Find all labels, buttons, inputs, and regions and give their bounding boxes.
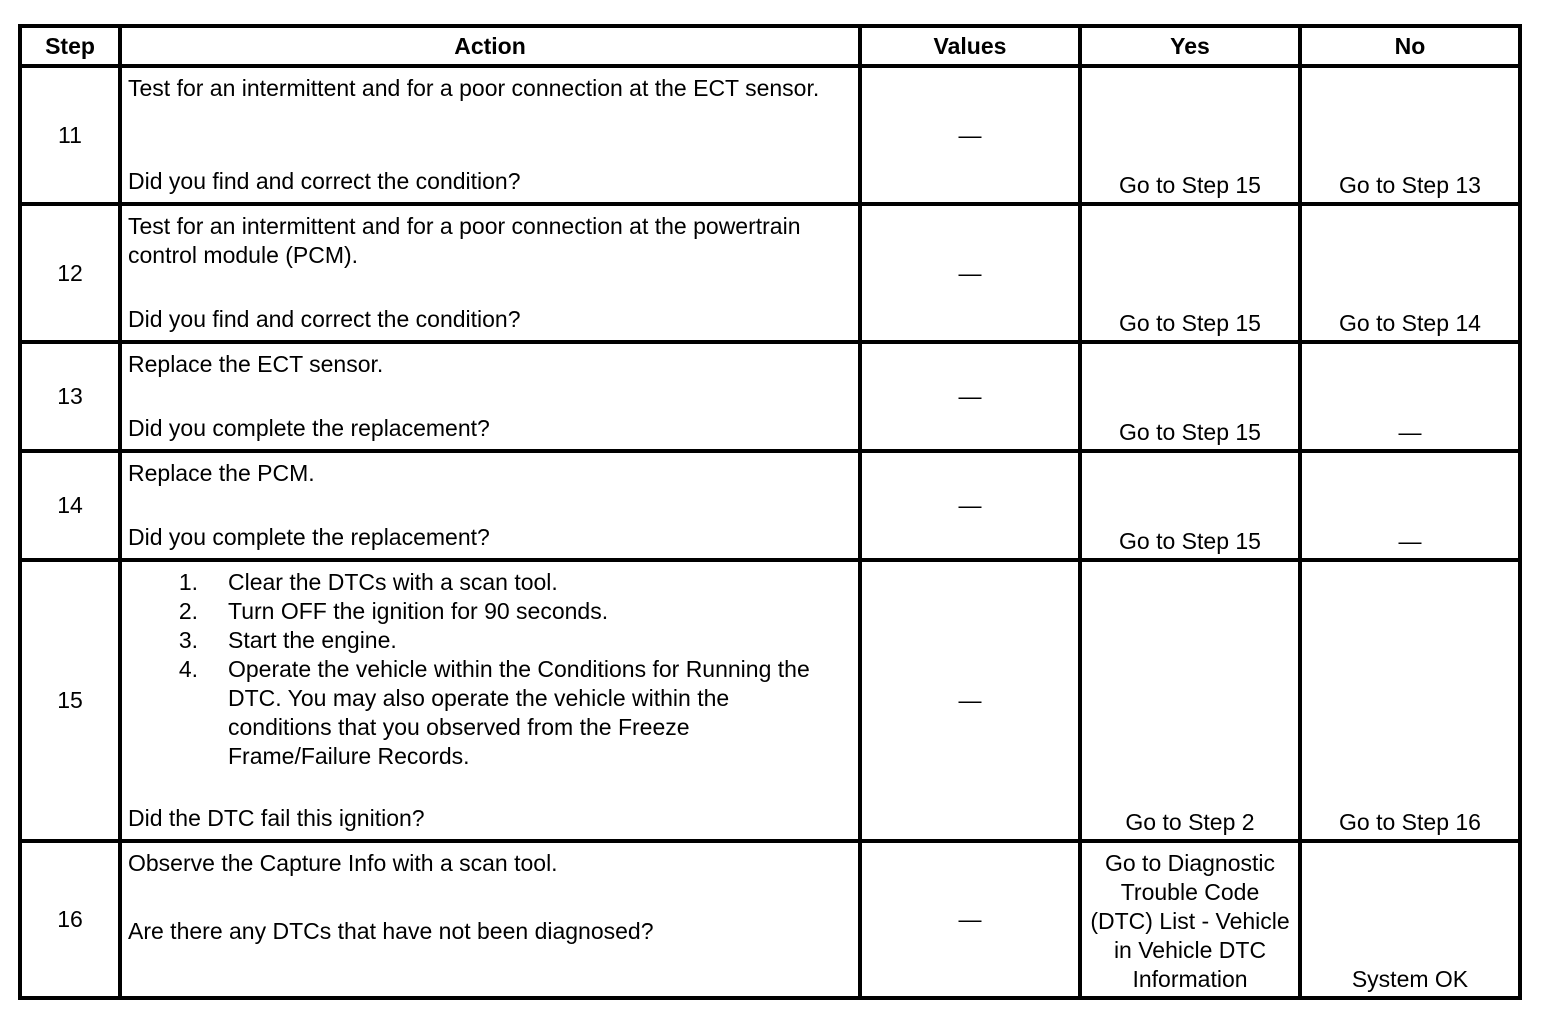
- action-question: Did you complete the replacement?: [128, 415, 490, 441]
- action-text: Replace the PCM.: [128, 460, 315, 486]
- step-number: 13: [20, 342, 120, 451]
- list-item-text: Operate the vehicle within the Conditions for Running the DTC. You may also operate the vehicle within the conditions that you observed from the Freeze Frame/Failure Records.: [228, 656, 810, 769]
- no-cell: [1300, 841, 1520, 998]
- list-item-text: Start the engine.: [228, 627, 397, 653]
- step-number: 15: [20, 560, 120, 841]
- no-cell: [1300, 342, 1520, 451]
- list-item-number: 2.: [178, 598, 198, 624]
- no-cell: [1300, 204, 1520, 342]
- yes-link: Go to Step 15: [1119, 528, 1261, 554]
- yes-link: Go to Diagnostic Trouble Code (DTC) List - Vehicle in Vehicle DTC Information: [1090, 850, 1290, 992]
- no-cell: [1300, 560, 1520, 841]
- action-cell: [120, 342, 860, 451]
- header-no: No: [1300, 26, 1520, 66]
- table-row: [20, 66, 1520, 204]
- action-text: Observe the Capture Info with a scan tool.: [128, 850, 558, 876]
- action-question: Did you find and correct the condition?: [128, 306, 521, 332]
- yes-cell: [1080, 66, 1300, 204]
- action-question: Did you complete the replacement?: [128, 524, 490, 550]
- action-text: Replace the ECT sensor.: [128, 351, 384, 377]
- no-link: Go to Step 16: [1339, 809, 1481, 835]
- diagnostic-table: [18, 24, 1522, 1000]
- list-item: [128, 626, 858, 655]
- action-question: Did you find and correct the condition?: [128, 168, 521, 194]
- header-step: Step: [20, 26, 120, 66]
- yes-cell: [1080, 342, 1300, 451]
- list-item-number: 4.: [178, 656, 198, 682]
- action-cell: [120, 451, 860, 560]
- header-yes: Yes: [1080, 26, 1300, 66]
- action-cell: [120, 560, 860, 841]
- yes-link: Go to Step 15: [1119, 172, 1261, 198]
- list-item: [128, 568, 858, 597]
- table-row: [20, 204, 1520, 342]
- list-item: [128, 597, 858, 626]
- header-row: [20, 26, 1520, 66]
- values-cell: —: [860, 451, 1080, 560]
- procedure-list: [128, 568, 858, 771]
- no-link: —: [1398, 419, 1422, 445]
- list-item-text: Clear the DTCs with a scan tool.: [228, 569, 558, 595]
- no-link: System OK: [1351, 966, 1469, 992]
- list-item-number: 3.: [178, 627, 198, 653]
- table-row: [20, 342, 1520, 451]
- action-cell: [120, 204, 860, 342]
- values-cell: —: [860, 560, 1080, 841]
- step-number: 16: [20, 841, 120, 998]
- list-item: [128, 655, 858, 771]
- no-link: Go to Step 13: [1339, 172, 1481, 198]
- list-item-text: Turn OFF the ignition for 90 seconds.: [228, 598, 609, 624]
- action-text: Test for an intermittent and for a poor connection at the powertrain control module (PCM).: [128, 213, 801, 268]
- action-text: Test for an intermittent and for a poor connection at the ECT sensor.: [128, 75, 820, 101]
- values-cell: —: [860, 342, 1080, 451]
- step-number: 14: [20, 451, 120, 560]
- table-row: [20, 560, 1520, 841]
- table-row: [20, 451, 1520, 560]
- action-cell: [120, 66, 860, 204]
- header-action: Action: [120, 26, 860, 66]
- yes-link: Go to Step 15: [1119, 310, 1261, 336]
- table-row: [20, 841, 1520, 998]
- values-cell: —: [860, 66, 1080, 204]
- values-cell: —: [860, 841, 1080, 998]
- yes-cell: [1080, 451, 1300, 560]
- header-values: Values: [860, 26, 1080, 66]
- no-cell: [1300, 66, 1520, 204]
- yes-link: Go to Step 15: [1119, 419, 1261, 445]
- values-cell: —: [860, 204, 1080, 342]
- no-link: Go to Step 14: [1339, 310, 1481, 336]
- step-number: 11: [20, 66, 120, 204]
- action-question: Did the DTC fail this ignition?: [128, 805, 425, 831]
- no-cell: [1300, 451, 1520, 560]
- yes-cell: [1080, 204, 1300, 342]
- action-cell: [120, 841, 860, 998]
- list-item-number: 1.: [178, 569, 198, 595]
- action-question: Are there any DTCs that have not been diagnosed?: [128, 918, 654, 944]
- yes-cell: [1080, 560, 1300, 841]
- yes-cell: [1080, 841, 1300, 998]
- no-link: —: [1398, 528, 1422, 554]
- step-number: 12: [20, 204, 120, 342]
- yes-link: Go to Step 2: [1125, 809, 1255, 835]
